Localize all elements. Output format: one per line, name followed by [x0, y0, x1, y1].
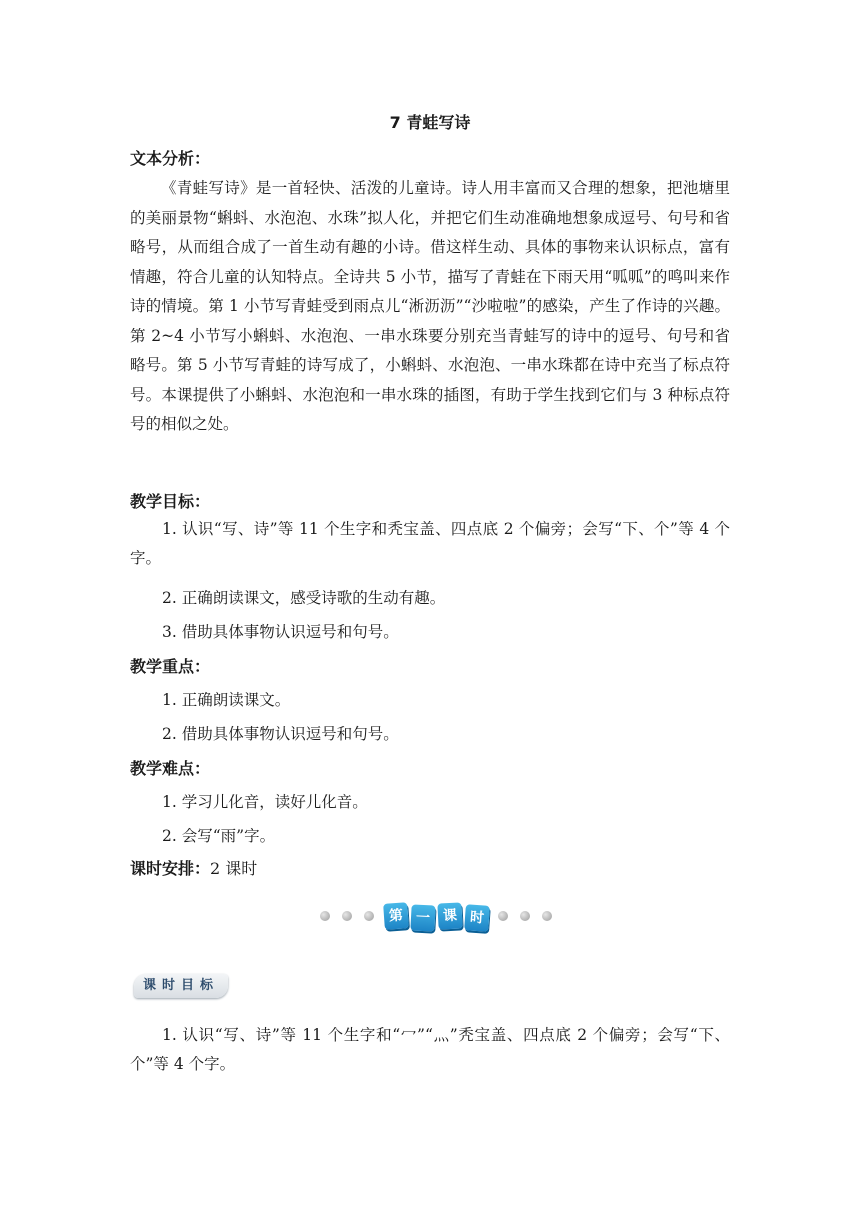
teaching-difficulty-item: 1. 学习儿化音，读好儿化音。 — [162, 793, 368, 811]
teaching-focus-item: 1. 正确朗读课文。 — [162, 691, 291, 709]
banner-char: 时 — [464, 904, 490, 932]
lesson-goal-tag-label: 课时目标 — [142, 978, 219, 993]
teaching-goals-heading: 教学目标： — [130, 492, 211, 511]
text-analysis-paragraph: 《青蛙写诗》是一首轻快、活泼的儿童诗。诗人用丰富而又合理的想象，把池塘里的美丽景物“蝌蚪、水泡泡、水珠”拟人化，并把它们生动准确地想象成逗号、句号和省略号，从而组合成了一首生动有趣的小诗。借这样生动、具体的事物来认识标点，富有情趣，符合儿童的认知特点。全诗共 5 小节，描写了青蛙在下雨天用“呱呱”的鸣叫来作诗的情境。第 1 小节写青蛙受到雨点儿“淅沥沥”“沙啦啦”的感染，产生了作诗的兴趣。第 2~4 小节写小蝌蚪、水泡泡、一串水珠要分别充当青蛙写的诗中的逗号、句号和省略号。第 5 小节写青蛙的诗写成了，小蝌蚪、水泡泡、一串水珠都在诗中充当了标点符号。本课提供了小蝌蚪、水泡泡和一串水珠的插图，有助于学生找到它们与 3 种标点符号的相似之处。 — [130, 179, 730, 433]
schedule-line — [130, 856, 257, 879]
lesson-banner — [316, 901, 556, 935]
banner-dot — [364, 911, 374, 921]
schedule-heading: 课时安排： — [130, 859, 211, 878]
text-analysis-heading: 文本分析： — [130, 149, 211, 168]
schedule-value: 2 课时 — [210, 859, 258, 878]
page-title: 7 青蛙写诗 — [389, 113, 471, 132]
banner-dot — [520, 911, 530, 921]
lesson-goal-tag — [134, 974, 228, 998]
banner-dot — [542, 911, 552, 921]
teaching-goal-item: 3. 借助具体事物认识逗号和句号。 — [162, 623, 399, 641]
teaching-goal-item: 1. 认识“写、诗”等 11 个生字和秃宝盖、四点底 2 个偏旁；会写“下、个”等 4 个字。 — [130, 520, 730, 567]
teaching-goal-item: 2. 正确朗读课文，感受诗歌的生动有趣。 — [162, 589, 446, 607]
banner-char: 一 — [410, 904, 435, 931]
banner-dot — [320, 911, 330, 921]
banner-dot — [498, 911, 508, 921]
teaching-difficulty-heading: 教学难点： — [130, 759, 211, 778]
banner-char: 课 — [437, 902, 462, 929]
banner-char: 第 — [383, 902, 409, 930]
teaching-focus-heading: 教学重点： — [130, 657, 211, 676]
lesson-banner-badge — [384, 903, 490, 933]
lesson-goal-item: 1. 认识“写、诗”等 11 个生字和“冖”“灬”秃宝盖、四点底 2 个偏旁；会写“下、个”等 4 个字。 — [130, 1026, 730, 1073]
banner-dot — [342, 911, 352, 921]
teaching-difficulty-item: 2. 会写“雨”字。 — [162, 827, 276, 845]
teaching-focus-item: 2. 借助具体事物认识逗号和句号。 — [162, 725, 399, 743]
